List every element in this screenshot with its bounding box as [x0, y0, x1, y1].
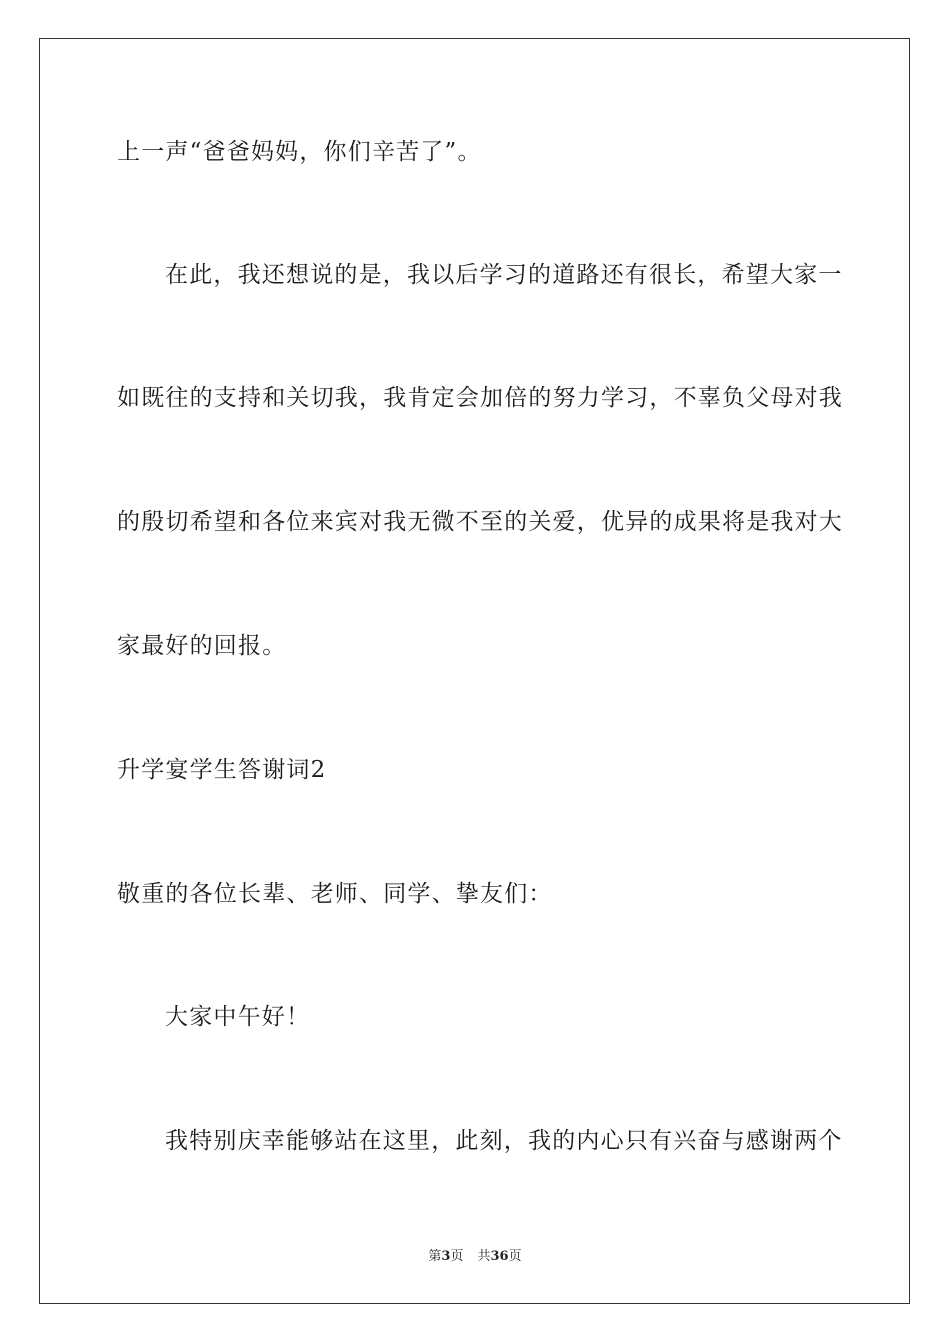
- page-number: 3: [441, 1249, 451, 1264]
- paragraph-line: 的殷切希望和各位来宾对我无微不至的关爱，优异的成果将是我对大: [117, 509, 843, 535]
- page-border: [39, 38, 910, 1304]
- paragraph-line: 我特别庆幸能够站在这里，此刻，我的内心只有兴奋与感谢两个: [165, 1128, 843, 1154]
- paragraph-line: 如既往的支持和关切我，我肯定会加倍的努力学习，不辜负父母对我: [117, 385, 843, 411]
- total-pages: 36: [490, 1249, 509, 1264]
- page-prefix: 第: [428, 1249, 442, 1264]
- salutation-line: 敬重的各位长辈、老师、同学、挚友们：: [117, 881, 553, 907]
- greeting-line: 大家中午好！: [165, 1004, 311, 1030]
- section-heading: 升学宴学生答谢词2: [117, 757, 327, 783]
- paragraph-line: 家最好的回报。: [117, 633, 287, 659]
- total-prefix: 共: [477, 1249, 491, 1264]
- page-suffix: 页: [450, 1249, 464, 1264]
- paragraph-line: 在此，我还想说的是，我以后学习的道路还有很长，希望大家一: [165, 262, 843, 288]
- paragraph-line: 上一声“爸爸妈妈，你们辛苦了”。: [117, 139, 482, 165]
- total-suffix: 页: [508, 1249, 522, 1264]
- page-footer: [0, 1248, 950, 1266]
